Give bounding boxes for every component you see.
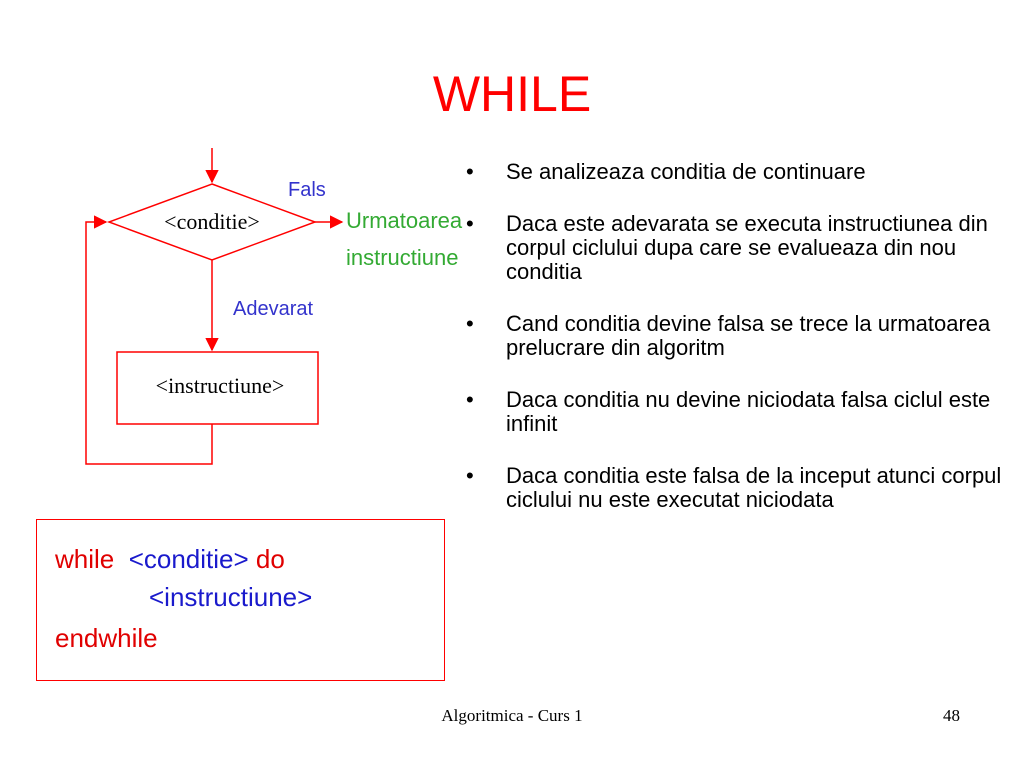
bullet-text: Daca conditia nu devine niciodata falsa ciclul este infinit: [506, 387, 991, 436]
loop-back-line: [86, 222, 212, 464]
bullet-text: Cand conditia devine falsa se trece la urmatoarea prelucrare din algoritm: [506, 311, 991, 360]
footer-course-title: Algoritmica - Curs 1: [441, 706, 583, 725]
code-instruction: <instructiune>: [149, 582, 313, 612]
bullet-text: Daca conditia este falsa de la inceput atunci corpul ciclului nu este executat niciodata: [506, 463, 1002, 512]
bullet-item: [462, 312, 1022, 360]
true-label: Adevarat: [233, 298, 314, 320]
bullet-item: [462, 160, 1022, 184]
bullet-dot: •: [466, 463, 474, 488]
bullet-text: Se analizeaza conditia de continuare: [506, 159, 866, 184]
bullet-dot: •: [466, 387, 474, 412]
next-instruction-label-line2: instructiune: [346, 245, 459, 270]
bullet-dot: •: [466, 159, 474, 184]
bullet-item: [462, 464, 1022, 512]
bullet-text: Daca este adevarata se executa instructiunea din corpul ciclului dupa care se evalueaza din nou conditia: [506, 211, 988, 284]
condition-node-label: <conditie>: [164, 209, 260, 234]
bullet-list: [462, 160, 1022, 540]
code-line-1: [55, 542, 285, 576]
bullet-dot: •: [466, 211, 474, 236]
slide-title: WHILE: [432, 66, 592, 122]
instruction-node-label: <instructiune>: [155, 373, 285, 398]
bullet-item: [462, 212, 1022, 284]
false-label: Fals: [288, 179, 326, 201]
keyword-endwhile: endwhile: [55, 623, 158, 653]
keyword-do: do: [255, 544, 285, 574]
page-number: 48: [943, 706, 960, 725]
next-instruction-label-line1: Urmatoarea: [346, 208, 463, 233]
code-condition: <conditie>: [128, 544, 249, 574]
flowchart: [0, 0, 500, 480]
bullet-dot: •: [466, 311, 474, 336]
bullet-item: [462, 388, 1022, 436]
pseudocode-box: [36, 519, 445, 681]
keyword-while: while: [55, 544, 115, 574]
